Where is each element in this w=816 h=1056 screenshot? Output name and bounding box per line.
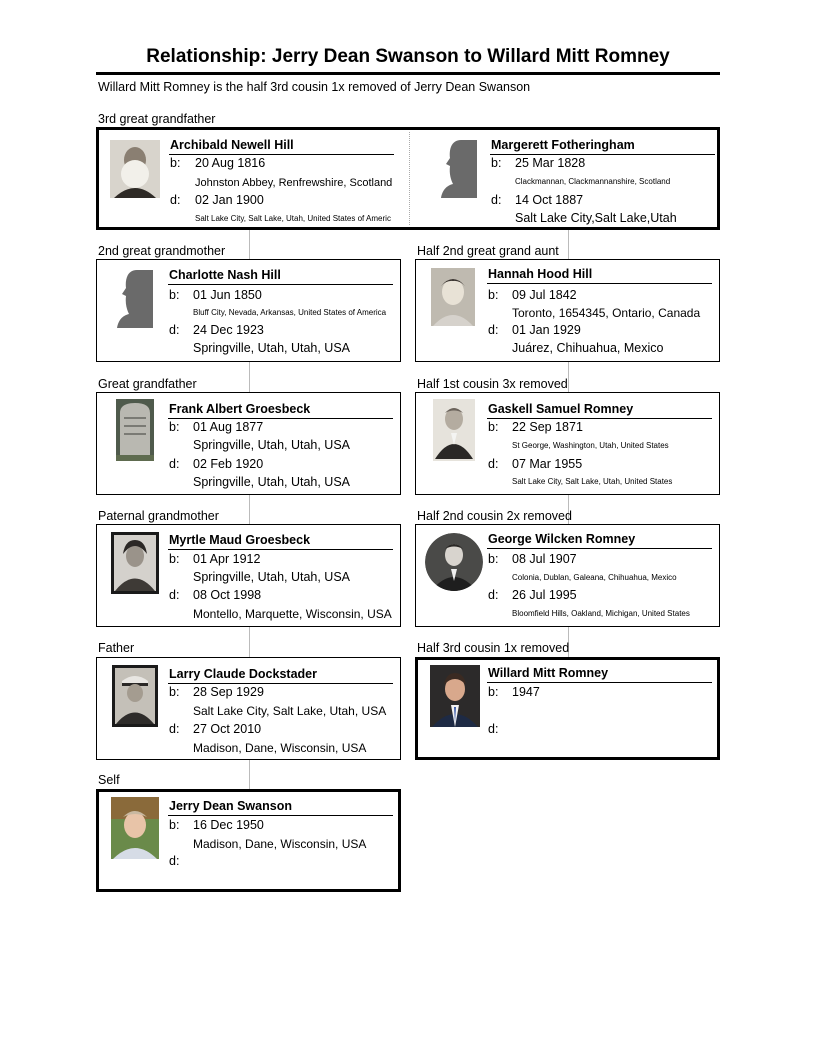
relationship-label: Great grandfather bbox=[98, 377, 197, 391]
relationship-label: Half 2nd great grand aunt bbox=[417, 244, 559, 258]
birth-date: 20 Aug 1816 bbox=[195, 156, 266, 170]
death-date: 02 Feb 1920 bbox=[193, 457, 264, 471]
silhouette-icon bbox=[117, 268, 153, 328]
page-title: Relationship: Jerry Dean Swanson to Willard Mitt Romney bbox=[146, 46, 670, 67]
death-label: d: bbox=[488, 722, 499, 736]
death-date: 08 Oct 1998 bbox=[193, 588, 262, 602]
self-person-card bbox=[96, 789, 401, 892]
birth-date: 01 Jun 1850 bbox=[193, 288, 262, 302]
death-label: d: bbox=[169, 722, 180, 736]
death-place: Montello, Marquette, Wisconsin, USA bbox=[193, 607, 392, 621]
gravestone-photo bbox=[116, 399, 154, 461]
person-name: Margerett Fotheringham bbox=[491, 138, 635, 152]
person-name: Myrtle Maud Groesbeck bbox=[169, 533, 311, 547]
person-name: Willard Mitt Romney bbox=[488, 666, 609, 680]
birth-date: 28 Sep 1929 bbox=[193, 685, 264, 699]
birth-place: Bluff City, Nevada, Arkansas, United States of America bbox=[193, 308, 387, 317]
person-card bbox=[96, 259, 401, 362]
death-label: d: bbox=[169, 323, 180, 337]
death-date: 26 Jul 1995 bbox=[512, 588, 577, 602]
birth-date: 16 Dec 1950 bbox=[193, 818, 264, 832]
birth-label: b: bbox=[169, 552, 180, 566]
death-date: 24 Dec 1923 bbox=[193, 323, 264, 337]
connector-line bbox=[249, 494, 250, 525]
relationship-label: Half 1st cousin 3x removed bbox=[417, 377, 568, 391]
birth-label: b: bbox=[488, 685, 499, 699]
relationship-label: Paternal grandmother bbox=[98, 509, 219, 523]
death-place: Juárez, Chihuahua, Mexico bbox=[512, 341, 664, 355]
death-place: Salt Lake City,Salt Lake,Utah bbox=[515, 211, 677, 225]
person-name: Larry Claude Dockstader bbox=[169, 667, 317, 681]
name-underline bbox=[168, 418, 393, 419]
death-place: Madison, Dane, Wisconsin, USA bbox=[193, 741, 367, 755]
birth-date: 25 Mar 1828 bbox=[515, 156, 586, 170]
name-underline bbox=[487, 682, 712, 683]
birth-place: Springville, Utah, Utah, USA bbox=[193, 570, 351, 584]
person-photo bbox=[430, 665, 480, 727]
relationship-label: Half 3rd cousin 1x removed bbox=[417, 641, 570, 655]
person-card bbox=[96, 392, 401, 495]
connector-line bbox=[568, 229, 569, 260]
person-name: Archibald Newell Hill bbox=[170, 138, 294, 152]
connector-line bbox=[249, 229, 250, 260]
death-label: d: bbox=[169, 457, 180, 471]
birth-place: Toronto, 1654345, Ontario, Canada bbox=[512, 306, 701, 320]
death-label: d: bbox=[491, 193, 502, 207]
ancestor-couple-card bbox=[96, 127, 720, 230]
death-label: d: bbox=[488, 323, 499, 337]
birth-date: 22 Sep 1871 bbox=[512, 420, 583, 434]
death-place: Springville, Utah, Utah, USA bbox=[193, 341, 351, 355]
death-label: d: bbox=[488, 457, 499, 471]
relationship-label: 3rd great grandfather bbox=[98, 112, 216, 126]
person-photo bbox=[111, 797, 159, 859]
death-place: Bloomfield Hills, Oakland, Michigan, United States bbox=[512, 609, 690, 618]
birth-label: b: bbox=[488, 288, 499, 302]
person-photo bbox=[112, 665, 158, 727]
birth-label: b: bbox=[170, 156, 181, 170]
person-card bbox=[415, 259, 720, 362]
name-underline bbox=[169, 154, 394, 155]
death-date: 07 Mar 1955 bbox=[512, 457, 583, 471]
birth-date: 08 Jul 1907 bbox=[512, 552, 577, 566]
relationship-summary: Willard Mitt Romney is the half 3rd cousin 1x removed of Jerry Dean Swanson bbox=[98, 80, 531, 94]
person-name: Hannah Hood Hill bbox=[488, 267, 593, 281]
person-photo bbox=[111, 532, 159, 594]
death-label: d: bbox=[488, 588, 499, 602]
connector-line bbox=[249, 759, 250, 790]
person-name: Frank Albert Groesbeck bbox=[169, 402, 311, 416]
name-underline bbox=[490, 154, 715, 155]
connector-line bbox=[249, 627, 250, 658]
death-date: 01 Jan 1929 bbox=[512, 323, 581, 337]
birth-place: Madison, Dane, Wisconsin, USA bbox=[193, 837, 367, 851]
title-rule bbox=[96, 72, 720, 75]
death-date: 02 Jan 1900 bbox=[195, 193, 264, 207]
person-name: Gaskell Samuel Romney bbox=[488, 402, 634, 416]
death-label: d: bbox=[170, 193, 181, 207]
birth-place: Salt Lake City, Salt Lake, Utah, USA bbox=[193, 704, 387, 718]
person-photo bbox=[433, 399, 475, 461]
silhouette-icon bbox=[441, 138, 477, 198]
birth-date: 1947 bbox=[512, 685, 540, 699]
relationship-label: Half 2nd cousin 2x removed bbox=[417, 509, 572, 523]
couple-divider bbox=[409, 132, 410, 225]
death-place: Springville, Utah, Utah, USA bbox=[193, 475, 351, 489]
person-name: Jerry Dean Swanson bbox=[169, 799, 292, 813]
name-underline bbox=[168, 549, 393, 550]
relationship-label: Self bbox=[98, 773, 120, 787]
connector-line bbox=[568, 361, 569, 392]
death-date: 27 Oct 2010 bbox=[193, 722, 262, 736]
birth-date: 09 Jul 1842 bbox=[512, 288, 577, 302]
name-underline bbox=[168, 683, 393, 684]
target-person-card bbox=[415, 657, 720, 760]
name-underline bbox=[168, 815, 393, 816]
death-place: Salt Lake City, Salt Lake, Utah, United States of Americ bbox=[195, 214, 391, 223]
person-card bbox=[96, 657, 401, 760]
relationship-label: 2nd great grandmother bbox=[98, 244, 226, 258]
birth-place: Colonia, Dublan, Galeana, Chihuahua, Mexico bbox=[512, 573, 677, 582]
birth-label: b: bbox=[169, 420, 180, 434]
birth-place: Springville, Utah, Utah, USA bbox=[193, 438, 351, 452]
person-photo bbox=[425, 533, 483, 591]
person-photo bbox=[431, 268, 475, 326]
birth-label: b: bbox=[169, 818, 180, 832]
death-label: d: bbox=[169, 588, 180, 602]
birth-place: St George, Washington, Utah, United States bbox=[512, 441, 669, 450]
person-name: Charlotte Nash Hill bbox=[169, 268, 281, 282]
birth-label: b: bbox=[488, 420, 499, 434]
birth-place: Clackmannan, Clackmannanshire, Scotland bbox=[515, 177, 671, 186]
person-name: George Wilcken Romney bbox=[488, 532, 636, 546]
death-label: d: bbox=[169, 854, 180, 868]
name-underline bbox=[487, 548, 712, 549]
birth-label: b: bbox=[491, 156, 502, 170]
death-place: Salt Lake City, Salt Lake, Utah, United States bbox=[512, 477, 673, 486]
connector-line bbox=[249, 361, 250, 392]
birth-date: 01 Apr 1912 bbox=[193, 552, 261, 566]
relationship-label: Father bbox=[98, 641, 135, 655]
name-underline bbox=[487, 418, 712, 419]
birth-label: b: bbox=[488, 552, 499, 566]
birth-label: b: bbox=[169, 685, 180, 699]
person-card bbox=[96, 524, 401, 627]
person-card bbox=[415, 392, 720, 495]
birth-label: b: bbox=[169, 288, 180, 302]
death-date: 14 Oct 1887 bbox=[515, 193, 584, 207]
person-card bbox=[415, 524, 720, 627]
person-photo bbox=[110, 140, 160, 198]
birth-date: 01 Aug 1877 bbox=[193, 420, 264, 434]
name-underline bbox=[487, 283, 712, 284]
name-underline bbox=[168, 284, 393, 285]
birth-place: Johnston Abbey, Renfrewshire, Scotland bbox=[195, 177, 393, 189]
